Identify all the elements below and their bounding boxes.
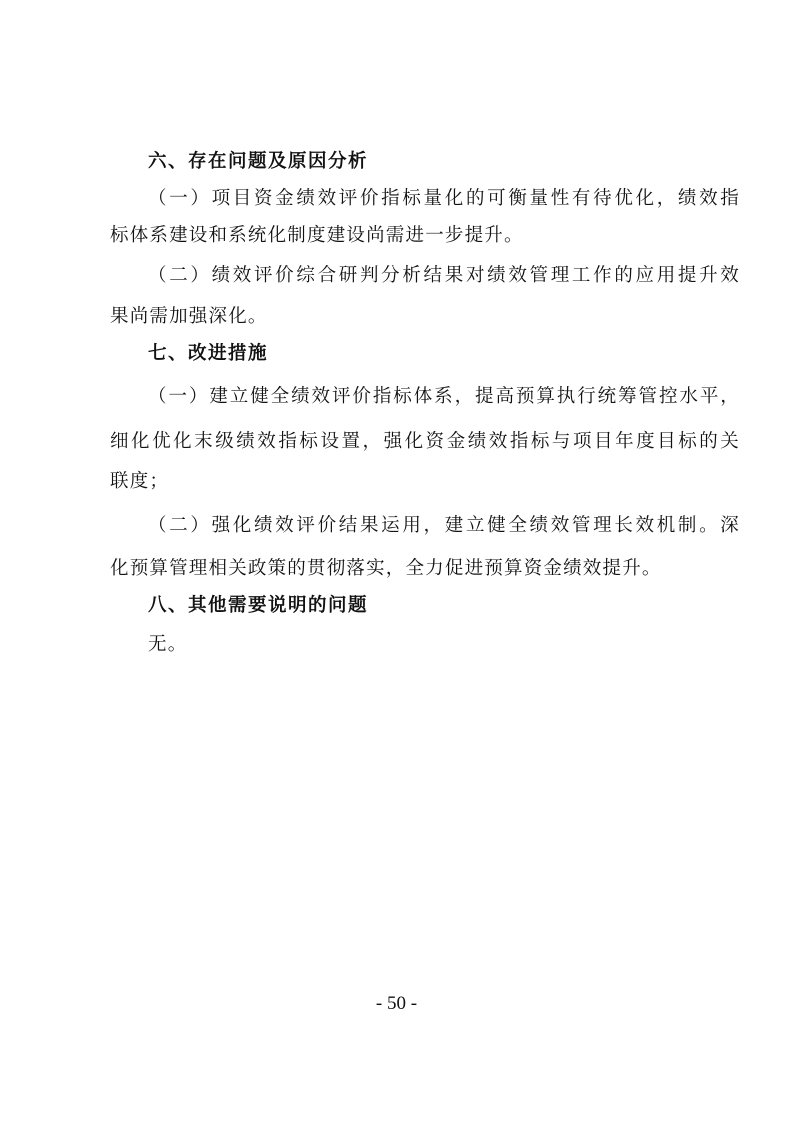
paragraph-line: （二）强化绩效评价结果运用，建立健全绩效管理长效机制。深 <box>148 515 740 536</box>
page-number: - 50 - <box>375 993 418 1014</box>
section-heading-problems: 六、存在问题及原因分析 <box>148 151 369 172</box>
section-heading-other-notes: 八、其他需要说明的问题 <box>148 595 369 616</box>
paragraph-line: 化预算管理相关政策的贯彻落实，全力促进预算资金绩效提升。 <box>110 558 662 579</box>
paragraph-line: 标体系建设和系统化制度建设尚需进一步提升。 <box>110 225 524 246</box>
paragraph-line: 无。 <box>148 634 188 655</box>
paragraph-line: 果尚需加强深化。 <box>110 306 268 327</box>
paragraph-line: （一）项目资金绩效评价指标量化的可衡量性有待优化，绩效指 <box>148 188 740 209</box>
section-heading-improvements: 七、改进措施 <box>148 343 269 364</box>
paragraph-line: （二）绩效评价综合研判分析结果对绩效管理工作的应用提升效 <box>148 265 740 286</box>
paragraph-line: （一）建立健全绩效评价指标体系，提高预算执行统筹管控水平， <box>148 386 740 407</box>
paragraph-line: 联度； <box>110 471 170 492</box>
paragraph-line: 细化优化末级绩效指标设置，强化资金绩效指标与项目年度目标的关 <box>110 431 740 452</box>
